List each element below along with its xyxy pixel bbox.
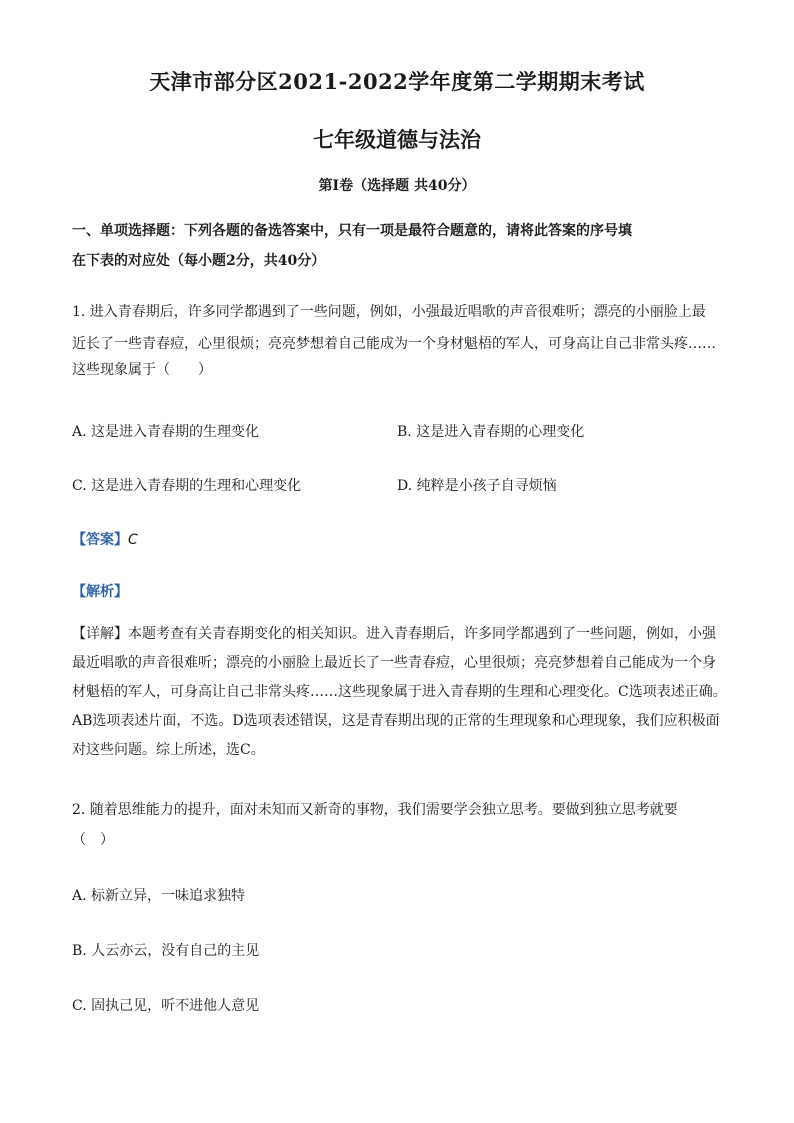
stem-line: 这些现象属于（ ）: [72, 362, 212, 378]
question-2-stem: [72, 794, 732, 856]
detail-line: 【详解】本题考查有关青春期变化的相关知识。进入青春期后，许多同学都遇到了一些问题，例如，小强: [72, 626, 716, 642]
detail-line: 材魁梧的军人，可身高让自己非常头疼……这些现象属于进入青春期的生理和心理变化。C选项表述正确。: [72, 684, 727, 700]
q1-option-b: B. 这是进入青春期的心理变化: [397, 424, 585, 440]
answer-label: 【答案】: [72, 532, 128, 548]
detail-label: 【详解】: [72, 626, 128, 642]
stem-line: （ ）: [72, 832, 114, 848]
q2-option-a: A. 标新立异，一味追求独特: [72, 888, 246, 904]
q2-option-c: C. 固执己见，听不进他人意见: [72, 998, 260, 1014]
subject-title: 七年级道德与法治: [313, 127, 481, 152]
detail-line: AB选项表述片面，不选。D选项表述错误，这是青春期出现的正常的生理现象和心理现象，我们应积极面: [72, 713, 720, 729]
detail-line: 对这些问题。综上所述，选C。: [72, 742, 265, 758]
detail-line: 最近唱歌的声音很难听；漂亮的小丽脸上最近长了一些青春痘，心里很烦；亮亮梦想着自己能成为一个身: [72, 655, 716, 671]
instruction-line: 一、单项选择题：下列各题的备选答案中，只有一项是最符合题意的，请将此答案的序号填: [72, 223, 632, 239]
section-instruction: [72, 216, 732, 276]
answer-value: C: [128, 532, 138, 548]
q2-option-b: B. 人云亦云，没有自己的主见: [72, 943, 260, 959]
q1-answer: [72, 529, 138, 549]
q1-analysis-label: 【解析】: [72, 584, 128, 600]
q1-detail: [72, 620, 732, 765]
q1-option-a: A. 这是进入青春期的生理变化: [72, 424, 260, 440]
part-title: 第Ⅰ卷（选择题 共40分）: [318, 178, 476, 194]
exam-title: 天津市部分区2021-2022学年度第二学期期末考试: [149, 69, 645, 94]
q1-option-c: C. 这是进入青春期的生理和心理变化: [72, 478, 302, 494]
stem-line: 近长了一些青春痘，心里很烦；亮亮梦想着自己能成为一个身材魁梧的军人，可身高让自己非常头疼……: [72, 336, 716, 352]
question-1-stem: [72, 296, 732, 386]
q1-option-d: D. 纯粹是小孩子自寻烦恼: [397, 478, 557, 494]
instruction-line: 在下表的对应处（每小题2分，共40分）: [72, 253, 326, 269]
stem-line: 1. 进入青春期后，许多同学都遇到了一些问题，例如，小强最近唱歌的声音很难听；漂亮的小丽脸上最: [72, 304, 706, 320]
stem-line: 2. 随着思维能力的提升，面对未知而又新奇的事物，我们需要学会独立思考。要做到独立思考就要: [72, 802, 678, 818]
